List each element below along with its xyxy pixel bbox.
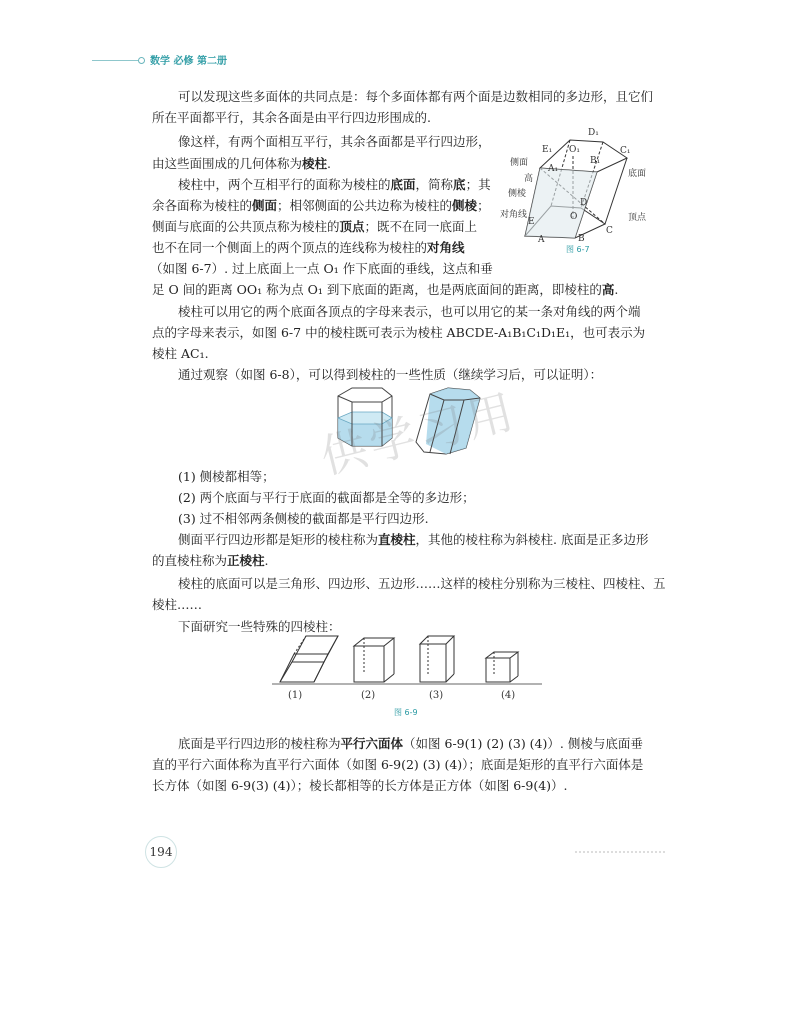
figure-6-7-caption: 图 6-7 xyxy=(566,245,590,254)
term-parallelepiped: 平行六面体 xyxy=(340,736,404,751)
term-right-prism: 直棱柱 xyxy=(378,532,416,547)
p2-line1: 像这样，有两个面相互平行，其余各面都是平行四边形， xyxy=(178,134,491,149)
label-D: D xyxy=(580,198,588,208)
p6-line1: 侧面平行四边形都是矩形的棱柱称为直棱柱，其他的棱柱称为斜棱柱. 底面是正多边形 xyxy=(178,532,649,547)
p6-line2: 的直棱柱称为正棱柱. xyxy=(152,553,269,568)
label-height: 高 xyxy=(524,174,534,184)
p7-line1: 棱柱的底面可以是三角形、四边形、五边形……这样的棱柱分别称为三棱柱、四棱柱、五 xyxy=(178,576,666,591)
fig69-label-3: (3) xyxy=(429,690,444,701)
term-prism: 棱柱 xyxy=(302,156,328,171)
term-base-short: 底 xyxy=(453,177,466,192)
p4-line2: 点的字母来表示，如图 6-7 中的棱柱既可表示为棱柱 ABCDE-A₁B₁C₁D₁E₁，也可表示为 xyxy=(152,325,646,340)
fig69-label-2: (2) xyxy=(361,690,376,701)
p9-line2: 直的平行六面体称为直平行六面体（如图 6-9(2) (3) (4)）；底面是矩形的直平行六面体是 xyxy=(152,757,644,772)
label-A: A xyxy=(538,235,545,245)
figure-6-9-caption: 图 6-9 xyxy=(394,708,418,717)
term-side-face: 侧面 xyxy=(252,198,278,213)
term-diagonal: 对角线 xyxy=(427,240,465,255)
term-vertex: 顶点 xyxy=(339,219,365,234)
label-diagonal: 对角线 xyxy=(500,210,528,220)
label-O: O xyxy=(570,212,578,222)
label-B1: B₁ xyxy=(590,156,601,166)
p3-line5: （如图 6-7）. 过上底面上一点 O₁ 作下底面的垂线，这点和垂 xyxy=(150,261,493,276)
p9-line3: 长方体（如图 6-9(3) (4)）；棱长都相等的长方体是正方体（如图 6-9(4)）. xyxy=(152,778,568,793)
label-C1: C₁ xyxy=(620,146,631,156)
watermark: 供学习用 xyxy=(315,383,523,485)
label-vertex: 顶点 xyxy=(628,213,647,223)
solid-4 xyxy=(486,652,518,682)
property-3: (3) 过不相邻两条侧棱的截面都是平行四边形. xyxy=(178,511,429,526)
p4-line1: 棱柱可以用它的两个底面各顶点的字母来表示，也可以用它的某一条对角线的两个端 xyxy=(178,304,641,319)
label-C: C xyxy=(606,226,613,236)
property-2: (2) 两个底面与平行于底面的截面都是全等的多边形； xyxy=(178,490,475,505)
p9-line1: 底面是平行四边形的棱柱称为平行六面体（如图 6-9(1) (2) (3) (4)）. 侧棱与底面垂 xyxy=(178,736,643,751)
p3-line4: 也不在同一个侧面上的两个顶点的连线称为棱柱的对角线 xyxy=(152,240,465,255)
p3-line1: 棱柱中，两个互相平行的面称为棱柱的底面，简称底；其 xyxy=(178,177,491,192)
label-D1: D₁ xyxy=(588,128,599,138)
label-base: 底面 xyxy=(628,169,647,179)
term-height: 高 xyxy=(601,282,615,297)
solid-1 xyxy=(280,636,338,682)
p4-line3: 棱柱 AC₁. xyxy=(152,346,209,361)
label-lateral-edge: 侧棱 xyxy=(508,189,527,199)
page-number: 194 xyxy=(145,836,177,868)
header-title: 数学 必修 第二册 xyxy=(150,56,227,67)
footer-rule xyxy=(575,851,665,853)
figure-6-8 xyxy=(330,382,490,466)
label-A1: A₁ xyxy=(548,164,559,174)
p2-line2: 由这些面围成的几何体称为棱柱. xyxy=(152,156,332,171)
p8-line1: 下面研究一些特殊的四棱柱： xyxy=(178,619,341,634)
label-E: E xyxy=(528,217,535,227)
p3-line3: 侧面与底面的公共顶点称为棱柱的顶点；既不在同一底面上 xyxy=(152,219,478,234)
fig69-label-4: (4) xyxy=(501,690,516,701)
label-side-face: 侧面 xyxy=(510,158,529,168)
label-E1: E₁ xyxy=(542,145,553,155)
p3-line2: 余各面称为棱柱的侧面；相邻侧面的公共边称为棱柱的侧棱； xyxy=(152,198,490,213)
figure-6-9 xyxy=(272,632,542,690)
p7-line2: 棱柱…… xyxy=(152,597,203,612)
label-B: B xyxy=(578,234,585,244)
term-base: 底面 xyxy=(390,177,416,192)
header-rule xyxy=(92,60,138,61)
term-regular-prism: 正棱柱 xyxy=(227,553,265,568)
running-header xyxy=(92,52,252,68)
term-lateral-edge: 侧棱 xyxy=(452,198,478,213)
fig69-label-1: (1) xyxy=(288,690,303,701)
label-O1: O₁ xyxy=(569,145,580,155)
p5-line1: 通过观察（如图 6-8），可以得到棱柱的一些性质（继续学习后，可以证明）： xyxy=(178,367,603,382)
p1-line1: 可以发现这些多面体的共同点是：每个多面体都有两个面是边数相同的多边形，且它们 xyxy=(178,89,654,104)
header-dot xyxy=(138,57,145,64)
property-1: (1) 侧棱都相等； xyxy=(178,469,275,484)
p3-line6: 足 O 间的距离 OO₁ 称为点 O₁ 到下底面的距离，也是两底面间的距离，即棱柱的高. xyxy=(152,282,619,297)
solid-3 xyxy=(420,636,454,682)
p1-line2: 所在平面都平行，其余各面是由平行四边形围成的. xyxy=(152,110,431,125)
solid-2 xyxy=(354,638,394,682)
